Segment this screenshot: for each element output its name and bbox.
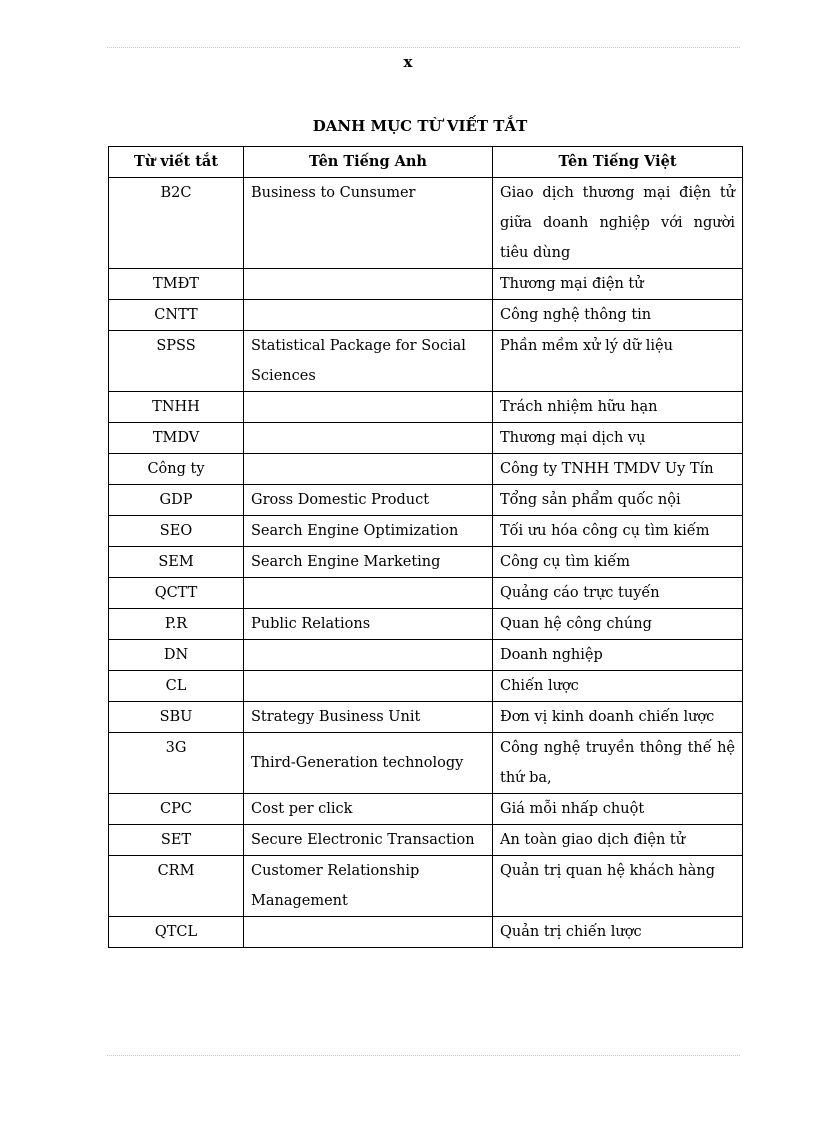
cell-english-name: Business to Cunsumer: [244, 178, 493, 269]
cell-abbreviation: TNHH: [109, 392, 244, 423]
cell-abbreviation: CPC: [109, 794, 244, 825]
cell-english-name: Search Engine Marketing: [244, 547, 493, 578]
table-row: [109, 392, 743, 423]
table-row: [109, 300, 743, 331]
cell-english-name: Customer Relationship Management: [244, 856, 493, 917]
cell-vietnamese-name: Thương mại điện tử: [493, 269, 743, 300]
cell-vietnamese-name: Thương mại dịch vụ: [493, 423, 743, 454]
table-row: [109, 485, 743, 516]
table-row: [109, 516, 743, 547]
table-row: [109, 454, 743, 485]
abbreviation-table: [108, 146, 743, 948]
cell-vietnamese-name: Trách nhiệm hữu hạn: [493, 392, 743, 423]
cell-vietnamese-name: An toàn giao dịch điện tử: [493, 825, 743, 856]
cell-vietnamese-name: Công cụ tìm kiếm: [493, 547, 743, 578]
cell-english-name: [244, 300, 493, 331]
cell-english-name: [244, 423, 493, 454]
table-row: [109, 178, 743, 269]
cell-abbreviation: Công ty: [109, 454, 244, 485]
table-row: [109, 331, 743, 392]
table-row: [109, 702, 743, 733]
cell-abbreviation: SPSS: [109, 331, 244, 392]
cell-english-name: [244, 917, 493, 948]
table-row: [109, 609, 743, 640]
header-english-name: Tên Tiếng Anh: [244, 147, 493, 178]
header-rule: [107, 47, 740, 48]
table-row: [109, 794, 743, 825]
cell-abbreviation: GDP: [109, 485, 244, 516]
cell-vietnamese-name: Giá mỗi nhấp chuột: [493, 794, 743, 825]
cell-vietnamese-name: Công nghệ truyền thông thế hệ thứ ba,: [493, 733, 743, 794]
cell-vietnamese-name: Tổng sản phẩm quốc nội: [493, 485, 743, 516]
table-row: [109, 825, 743, 856]
table-row: [109, 578, 743, 609]
cell-abbreviation: P.R: [109, 609, 244, 640]
header-abbr: Từ viết tắt: [109, 147, 244, 178]
cell-vietnamese-name: Công nghệ thông tin: [493, 300, 743, 331]
table-row: [109, 917, 743, 948]
cell-english-name: [244, 671, 493, 702]
cell-abbreviation: DN: [109, 640, 244, 671]
cell-vietnamese-name: Quản trị chiến lược: [493, 917, 743, 948]
cell-english-name: Statistical Package for Social Sciences: [244, 331, 493, 392]
cell-vietnamese-name: Công ty TNHH TMDV Uy Tín: [493, 454, 743, 485]
cell-english-name: [244, 640, 493, 671]
cell-abbreviation: SEO: [109, 516, 244, 547]
table-row: [109, 640, 743, 671]
cell-abbreviation: B2C: [109, 178, 244, 269]
cell-abbreviation: SET: [109, 825, 244, 856]
cell-english-name: [244, 578, 493, 609]
cell-english-name: [244, 392, 493, 423]
cell-english-name: Strategy Business Unit: [244, 702, 493, 733]
table-row: [109, 856, 743, 917]
table-row: [109, 547, 743, 578]
page-number: x: [403, 53, 413, 71]
cell-english-name: [244, 454, 493, 485]
page-title: DANH MỤC TỪ VIẾT TẮT: [312, 117, 528, 135]
cell-abbreviation: 3G: [109, 733, 244, 794]
cell-vietnamese-name: Quản trị quan hệ khách hàng: [493, 856, 743, 917]
cell-vietnamese-name: Giao dịch thương mại điện tử giữa doanh nghiệp với người tiêu dùng: [493, 178, 743, 269]
table-row: [109, 269, 743, 300]
cell-abbreviation: CNTT: [109, 300, 244, 331]
cell-english-name: Public Relations: [244, 609, 493, 640]
header-vietnamese-name: Tên Tiếng Việt: [493, 147, 743, 178]
cell-vietnamese-name: Tối ưu hóa công cụ tìm kiếm: [493, 516, 743, 547]
table-row: [109, 423, 743, 454]
cell-english-name: [244, 269, 493, 300]
cell-english-name: Cost per click: [244, 794, 493, 825]
cell-abbreviation: SEM: [109, 547, 244, 578]
cell-abbreviation: QCTT: [109, 578, 244, 609]
cell-vietnamese-name: Quan hệ công chúng: [493, 609, 743, 640]
table-header-row: [109, 147, 743, 178]
footer-rule: [107, 1055, 740, 1056]
cell-vietnamese-name: Chiến lược: [493, 671, 743, 702]
cell-english-name: Secure Electronic Transaction: [244, 825, 493, 856]
cell-abbreviation: CL: [109, 671, 244, 702]
cell-abbreviation: SBU: [109, 702, 244, 733]
table-row: [109, 671, 743, 702]
cell-abbreviation: QTCL: [109, 917, 244, 948]
cell-english-name: Third-Generation technology: [244, 733, 493, 794]
cell-vietnamese-name: Đơn vị kinh doanh chiến lược: [493, 702, 743, 733]
cell-abbreviation: CRM: [109, 856, 244, 917]
cell-vietnamese-name: Doanh nghiệp: [493, 640, 743, 671]
cell-english-name: Search Engine Optimization: [244, 516, 493, 547]
cell-abbreviation: TMĐT: [109, 269, 244, 300]
table-row: [109, 733, 743, 794]
cell-vietnamese-name: Quảng cáo trực tuyến: [493, 578, 743, 609]
cell-english-name: Gross Domestic Product: [244, 485, 493, 516]
cell-abbreviation: TMDV: [109, 423, 244, 454]
cell-vietnamese-name: Phần mềm xử lý dữ liệu: [493, 331, 743, 392]
